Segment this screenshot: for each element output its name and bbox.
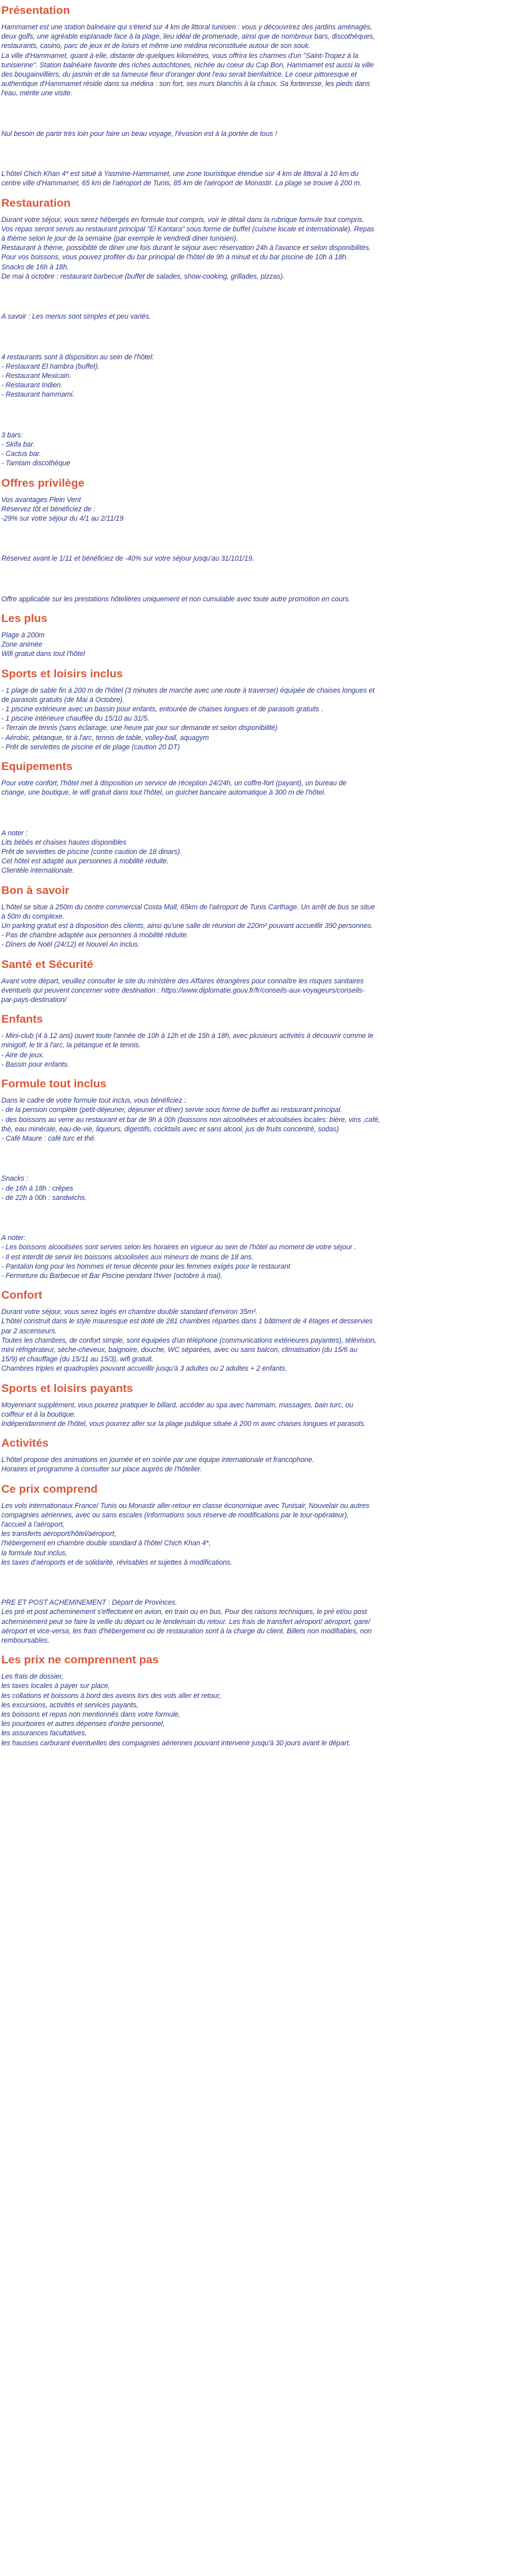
section-title: Confort — [1, 1289, 43, 1302]
section-12 — [1, 1433, 497, 1474]
section-6 — [1, 880, 497, 950]
text-line: - de 22h à 00h : sandwichs. — [1, 1193, 87, 1202]
text-line: Dans le cadre de votre formule tout inclus, vous bénéficiez : — [1, 1097, 187, 1105]
section-title: Sports et loisirs payants — [1, 1381, 133, 1395]
section-2 — [1, 473, 497, 604]
text-line: 15/9) et chauffage (du 15/11 au 15/3), wifi gratuit. — [1, 1355, 154, 1364]
text-line: Hammamet est une station balnéaire qui s'étend sur 4 km de littoral tunisien : vous y découvrirez des jardins aménagés, — [1, 23, 372, 31]
text-line: Prêt de serviettes de piscine (contre caution de 18 dinars). — [1, 848, 182, 857]
text-line: - Dîners de Noël (24/12) et Nouvel An inclus. — [1, 941, 140, 949]
text-line: minigolf, le tir à l'arc, la pétanque et le tennis. — [1, 1041, 141, 1050]
section-title: Offres privilège — [1, 476, 85, 489]
text-line: Pour votre confort, l'hôtel met à disposition un service de réception 24/24h, un coffre-fort (payant), un bureau de — [1, 779, 347, 788]
text-line: Toutes les chambres, de confort simple, sont équipées d'un téléphone (communications extérieures payantes), télévision, — [1, 1336, 376, 1345]
text-line: des bougainvilliers, du jasmin et de sa fameuse fleur d'oranger dont l'eau serait bienfaitrice. Le coeur pittoresque et — [1, 71, 357, 79]
text-line: - Il est interdit de servir les boissons alcoolisées aux mineurs de moins de 18 ans. — [1, 1253, 254, 1261]
text-line: les boissons et repas non mentionnés dans votre formule, — [1, 1710, 181, 1719]
text-line: - Aérobic, pétanque, tir à l'arc, tennis de table, volley-ball, aquagym — [1, 733, 209, 742]
text-line: les taxes d'aéroports et de solidarité, révisables et sujettes à modifications. — [1, 1558, 233, 1567]
text-line: - 1 piscine intérieure chauffée du 15/10 au 31/5. — [1, 715, 149, 723]
text-line: 3 bars: — [1, 431, 23, 439]
text-line: change, une boutique, le wifi gratuit dans tout l'hôtel, un guichet bancaire automatique à 300 m de l'hôtel. — [1, 789, 326, 797]
text-line: - Bassin pour enfants. — [1, 1060, 69, 1069]
text-line: les assurances facultatives, — [1, 1729, 87, 1738]
text-line: - 1 plage de sable fin à 200 m de l'hôtel (3 minutes de marche avec une route à traverser) équipée de chaises longues et — [1, 686, 375, 695]
text-line: Les vols internationaux France/ Tunis ou Monastir aller-retour en classe économique avec Tunisair, Nouvelair ou autres — [1, 1501, 370, 1510]
spacer — [1, 808, 497, 817]
section-10 — [1, 1285, 497, 1373]
text-line: Nul besoin de partir très loin pour faire un beau voyage, l'évasion est à la portée de tous ! — [1, 129, 277, 138]
section-title: Enfants — [1, 1013, 43, 1026]
text-line: l'accueil à l'aéroport, — [1, 1520, 65, 1529]
section-title: Santé et Sécurité — [1, 957, 93, 971]
section-title: Equipements — [1, 760, 73, 773]
text-line: Pour vos boissons, vous pouvez profiter du bar principal de l'hôtel de 9h à minuit et du bar piscine de 10h à 18h. — [1, 253, 348, 262]
text-line: - Café Maure : café turc et thé. — [1, 1134, 97, 1143]
text-line: - Fermeture du Barbecue et Bar Piscine pendant l'hiver (octobre à mai). — [1, 1271, 223, 1280]
text-line: Durant votre séjour, vous serez hébergés en formule tout compris, voir le détail dans la rubrique formule tout compris. — [1, 215, 364, 224]
section-title: Ce prix comprend — [1, 1482, 98, 1495]
text-line: les hausses carburant éventuelles des compagnies aériennes pouvant intervenir jusqu'à 30 jours avant le départ. — [1, 1739, 351, 1747]
section-7 — [1, 954, 497, 1005]
text-line: L'hôtel se situe à 250m du centre commercial Costa Mall, 65km de l'aéroport de Tunis Carthage. Un arrêt de bus se situe — [1, 903, 375, 911]
text-line: - Aire de jeux. — [1, 1051, 45, 1059]
text-line: - Terrain de tennis (sans éclairage, une heure par jour sur demande et selon disponibilité) — [1, 724, 278, 733]
text-line: L'hôtel propose des animations en journée et en soirée par une équipe internationale et francophone. — [1, 1456, 314, 1465]
text-line: Lits bébés et chaises hautes disponibles — [1, 838, 127, 847]
text-line: les pourboires et autres dépenses d'ordre personnel, — [1, 1720, 165, 1729]
text-line: A savoir : Les menus sont simples et peu variés. — [1, 313, 151, 321]
text-line: Snacks : — [1, 1175, 29, 1183]
text-line: Offre applicable sur les prestations hôtelières uniquement et non cumulable avec toute autre promotion en cours. — [1, 595, 350, 603]
text-line: - des boissons au verre au restaurant et bar de 9h à 00h (boissons non alcoolisées et alcoolisées locales: bière, vins ,café, — [1, 1115, 380, 1124]
text-line: L'hôtel Chich Khan 4* est situé à Yasmine-Hammamet, une zone touristique étendue sur 4 km de littoral à 10 km du — [1, 170, 359, 179]
text-line: la formule tout inclus, — [1, 1549, 67, 1557]
spacer — [1, 109, 497, 119]
text-line: tunisienne". Station balnéaire favorite des riches autochtones, nichée au coeur du Cap Bon, Hammamet est aussi la ville — [1, 61, 374, 69]
section-11 — [1, 1378, 497, 1429]
text-line: Réservez tôt et bénéficiez de : — [1, 505, 95, 513]
section-0 — [1, 0, 497, 189]
text-line: Réservez avant le 1/11 et bénéficiez de -40% sur votre séjour jusqu'au 31/101/19. — [1, 555, 254, 563]
section-title: Sports et loisirs inclus — [1, 667, 123, 680]
text-line: Restaurant à thème, possibilité de diner une fois durant le séjour avec réservation 24h à l'avance et selon disponibilités. — [1, 244, 371, 253]
text-line: Horaires et programme à consulter sur place auprès de l'hôtelier. — [1, 1465, 203, 1474]
text-line: les taxes locales à payer sur place, — [1, 1682, 111, 1691]
text-line: - Pantalon long pour les hommes et tenue décente pour les femmes exigés pour le restaurant — [1, 1262, 290, 1271]
text-line: PRE ET POST ACHEMINEMENT : Départ de Provinces. — [1, 1599, 177, 1607]
text-line: - Restaurant Indien. — [1, 381, 63, 390]
text-line: Plage à 200m — [1, 631, 45, 640]
spacer — [1, 575, 497, 584]
text-line: par-pays-destination/ — [1, 996, 67, 1005]
spacer — [1, 411, 497, 420]
text-line: Vos avantages Plein Vent — [1, 495, 81, 504]
text-line: à 50m du complexe. — [1, 912, 65, 921]
text-line: les collations et boissons à bord des avions lors des vols aller et retour, — [1, 1691, 221, 1700]
section-14 — [1, 1649, 497, 1748]
spacer — [1, 1578, 497, 1587]
text-line: Les pré et post acheminement s'effectuent en avion, en train ou en bus. Pour des raisons techniques, le pré et/ou post — [1, 1608, 367, 1617]
section-9 — [1, 1073, 497, 1281]
text-line: - 1 piscine extérieure avec un bassin pour enfants, entourée de chaises longues et de parasols gratuits . — [1, 705, 323, 714]
section-3 — [1, 608, 497, 659]
section-title: Les prix ne comprennent pas — [1, 1653, 159, 1667]
text-line: L'hôtel construit dans le style mauresque est doté de 281 chambres réparties dans 1 bâtiment de 4 étages et desservies — [1, 1317, 373, 1326]
text-line: A noter: — [1, 1234, 26, 1243]
section-title: Les plus — [1, 612, 47, 625]
text-line: Cet hôtel est adapté aux personnes à mobilité réduite. — [1, 857, 169, 866]
text-line: remboursables. — [1, 1636, 50, 1645]
text-line: restaurants, casino, parc de jeux et de loisirs et même une médina reconstituée autour de son souk. — [1, 42, 310, 51]
text-line: - Tamtam discothèque — [1, 459, 71, 468]
text-line: Un parking gratuit est à disposition des clients, ainsi qu'une salle de réunion de 220m² pouvant accueillir 390 personnes. — [1, 922, 373, 931]
text-line: Les frais de dossier, — [1, 1673, 64, 1681]
text-line: 4 restaurants sont à disposition au sein de l'hôtel: — [1, 353, 155, 361]
section-title: Formule tout inclus — [1, 1077, 107, 1091]
text-line: Indépendamment de l'hôtel, vous pourrez aller sur la plage publique située à 200 m avec chaises longues et parasols. — [1, 1419, 366, 1428]
text-line: De mai à octobre : restaurant barbecue (buffet de salades, show-cooking, grillades, pizzas). — [1, 272, 285, 281]
spacer — [1, 149, 497, 159]
text-line: - Mini-club (4 à 12 ans) ouvert toute l'année de 10h à 12h et de 15h à 18h, avec plusieurs activités à découvrir comme le — [1, 1032, 374, 1041]
text-line: à thème selon le jour de la semaine (par exemple le vendredi diner tunisien). — [1, 235, 239, 243]
spacer — [1, 1154, 497, 1163]
section-13 — [1, 1479, 497, 1646]
section-title: Restauration — [1, 196, 71, 209]
text-line: deux golfs, une agréable esplanade face à la plage, lieu idéal de promenade, ainsi que de nombreux bars, discothèques, — [1, 33, 375, 41]
section-8 — [1, 1009, 497, 1069]
text-line: coiffeur et à la boutique. — [1, 1410, 76, 1419]
spacer — [1, 1213, 497, 1223]
text-line: mini réfrigérateur, sèche-cheveux, baignoire, douche, WC séparées, avec ou sans balcon, climatisation (du 15/6 au — [1, 1345, 358, 1354]
text-line: les excursions, activités et services payants, — [1, 1701, 139, 1709]
section-1 — [1, 193, 497, 469]
text-line: - de 16h à 18h : crêpes — [1, 1184, 73, 1193]
text-line: centre ville d'Hammamet, 65 km de l'aéroport de Tunis, 85 km de l'aéroport de Monastir. La plage se trouve à 200 m. — [1, 179, 362, 188]
text-line: - Pas de chambre adaptée aux personnes à mobilité réduite. — [1, 931, 189, 940]
text-line: Clientèle internationale. — [1, 867, 75, 875]
text-line: Wifi gratuit dans tout l'hôtel — [1, 650, 85, 659]
text-line: - Cactus bar. — [1, 450, 41, 459]
spacer — [1, 332, 497, 341]
text-line: - Restaurant hammami. — [1, 391, 75, 399]
spacer — [1, 292, 497, 301]
text-line: acheminement peut se faire la veille du départ ou le lendemain du retour. Les frais de transfert aéroport/ aéroport, gare/ — [1, 1617, 370, 1626]
text-line: authentique d'Hammamet réside dans sa médina : son fort, ses murs blanchis à la chaux. Sa forteresse, les pieds dans — [1, 80, 370, 89]
section-title: Bon à savoir — [1, 883, 70, 897]
text-line: - de la pension complète (petit-déjeuner, déjeuner et dîner) servie sous forme de buffet au restaurant principal. — [1, 1106, 342, 1115]
text-line: A noter : — [1, 829, 28, 837]
text-line: par 2 ascenseurs. — [1, 1327, 57, 1335]
text-line: compagnies aériennes, avec ou sans escales (informations sous réserve de modifications par le tour-opérateur), — [1, 1511, 349, 1519]
section-4 — [1, 663, 497, 752]
text-line: - Restaurant Mexicain. — [1, 372, 71, 381]
text-line: La ville d'Hammamet, quant à elle, distante de quelques kilomètres, vous offrira les charmes d'un "Saint-Tropez à la — [1, 51, 358, 60]
text-line: Moyennant supplément, vous pourrez pratiquer le billard, accéder au spa avec hammam, massages, bain turc, ou — [1, 1401, 354, 1409]
text-line: Snacks de 16h à 18h. — [1, 263, 69, 271]
text-line: Chambres triples et quadruples pouvant accueillir jusqu'à 3 adultes ou 2 adultes + 2 enfants. — [1, 1365, 287, 1373]
text-line: thé, eau minérale, eau-de-vie, liqueurs, digestifs, cocktails avec et sans alcool, jus de fruits concentré, sodas) — [1, 1125, 339, 1133]
text-line: Durant votre séjour, vous serez logés en chambre double standard d'environ 35m². — [1, 1308, 258, 1317]
section-5 — [1, 756, 497, 876]
text-line: -29% sur votre séjour du 4/1 au 2/11/19 — [1, 515, 124, 523]
text-line: - Restaurant El hambra (buffet). — [1, 362, 100, 371]
text-line: l'eau, mérite une visite. — [1, 89, 73, 98]
text-line: Vos repas seront servis au restaurant principal "El Kantara" sous forme de buffet (cuisine locale et internationale). Repas — [1, 225, 374, 233]
spacer — [1, 534, 497, 543]
text-line: de parasols gratuits (de Mai à Octobre). — [1, 695, 125, 704]
text-line: éventuels qui peuvent concerner votre destination : https://www.diplomatie.gouv.fr/fr/conseils-aux-voyageurs/conseils- — [1, 986, 365, 995]
text-line: les transferts aéroport/hôtel/aéroport, — [1, 1530, 117, 1539]
text-line: Zone animée — [1, 641, 43, 649]
text-line: - Les boissons alcoolisées sont servies selon les horaires en vigueur au sein de l'hôtel au moment de votre séjour . — [1, 1243, 356, 1252]
text-line: l'hébergement en chambre double standard à l'hôtel Chich Khan 4*, — [1, 1539, 211, 1548]
section-title: Activités — [1, 1437, 49, 1450]
section-title: Présentation — [1, 4, 70, 17]
text-line: - Skifa bar. — [1, 441, 35, 449]
text-line: aéroport et vice-versa, les frais d'hébergement ou de restauration sont à la charge du client. Billets non modifiables, non — [1, 1627, 372, 1635]
text-line: Avant votre départ, veuillez consulter le site du ministère des Affaires étrangères pour connaître les risques sanitaires — [1, 977, 364, 985]
text-line: - Prêt de serviettes de piscine et de plage (caution 20 DT) — [1, 743, 180, 751]
